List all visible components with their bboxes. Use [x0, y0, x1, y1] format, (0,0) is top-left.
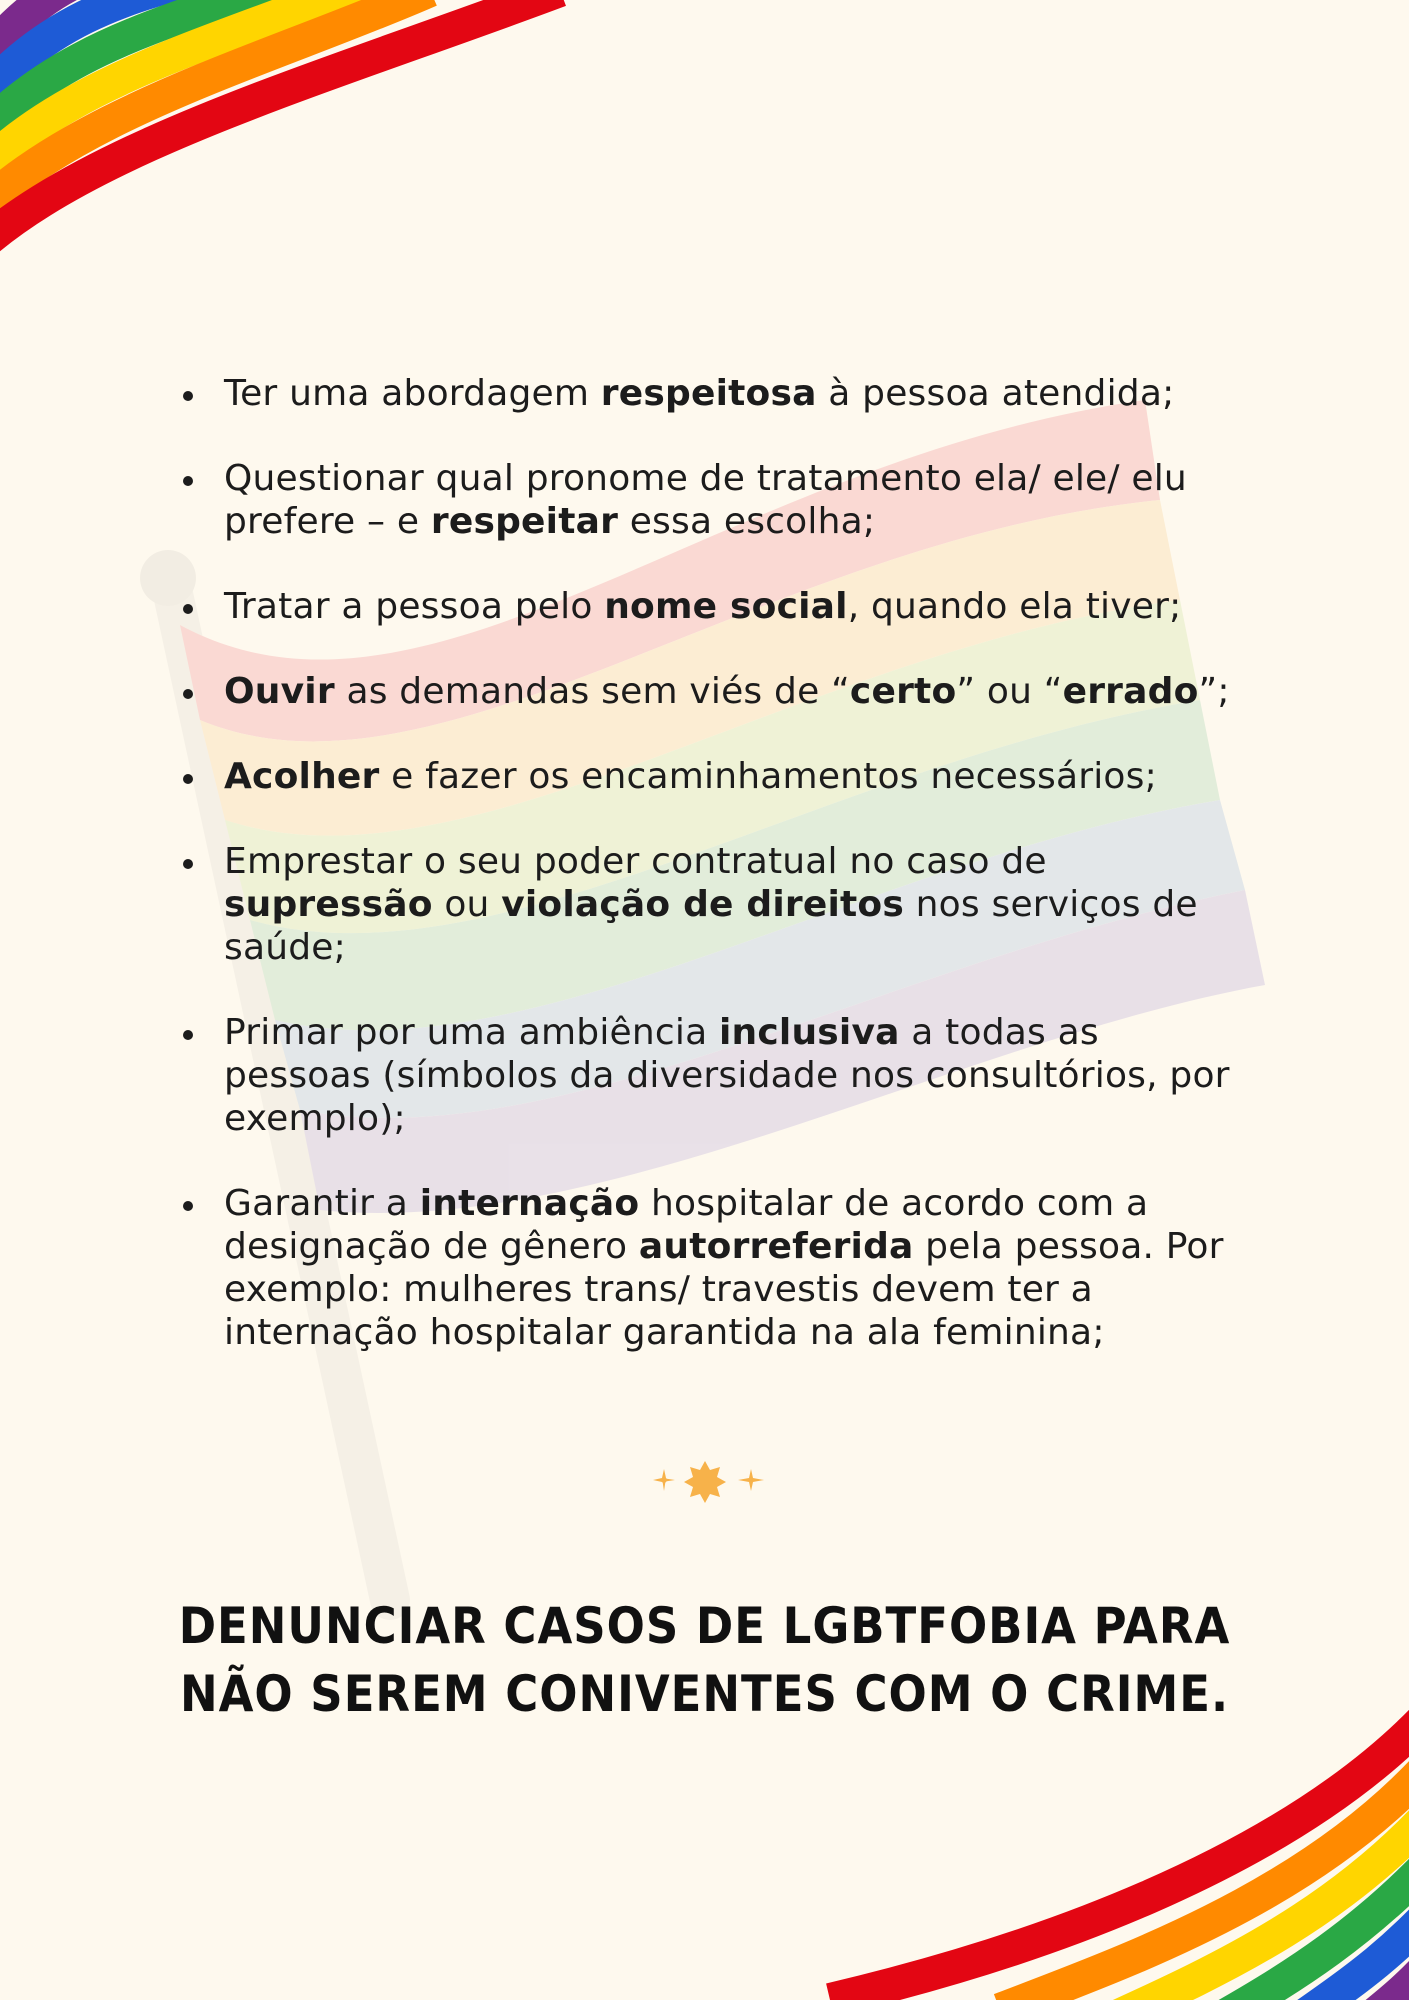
recommendations-list: [172, 372, 1252, 1396]
list-item: Tratar a pessoa pelo nome social, quando ela tiver;: [172, 585, 1252, 628]
list-item: Questionar qual pronome de tratamento ela/ ele/ elu prefere – e respeitar essa escolha;: [172, 457, 1252, 543]
closing-line-2: NÃO SEREM CONIVENTES COM O CRIME.: [179, 1665, 1230, 1723]
list-item: Emprestar o seu poder contratual no caso de supressão ou violação de direitos nos serviços de saúde;: [172, 840, 1252, 969]
sparkle-icon: [640, 1455, 770, 1505]
list-item: Acolher e fazer os encaminhamentos necessários;: [172, 755, 1252, 798]
list-item: Garantir a internação hospitalar de acordo com a designação de gênero autorreferida pela pessoa. Por exemplo: mulheres trans/ travestis devem ter a internação hospitalar garantida na ala feminina;: [172, 1182, 1252, 1354]
list-item: Primar por uma ambiência inclusiva a todas as pessoas (símbolos da diversidade nos consultórios, por exemplo);: [172, 1011, 1252, 1140]
closing-line-1: DENUNCIAR CASOS DE LGBTFOBIA PARA: [178, 1597, 1231, 1655]
closing-statement: [0, 1592, 1409, 1728]
list-item: Ouvir as demandas sem viés de “certo” ou “errado”;: [172, 670, 1252, 713]
list-item: Ter uma abordagem respeitosa à pessoa atendida;: [172, 372, 1252, 415]
